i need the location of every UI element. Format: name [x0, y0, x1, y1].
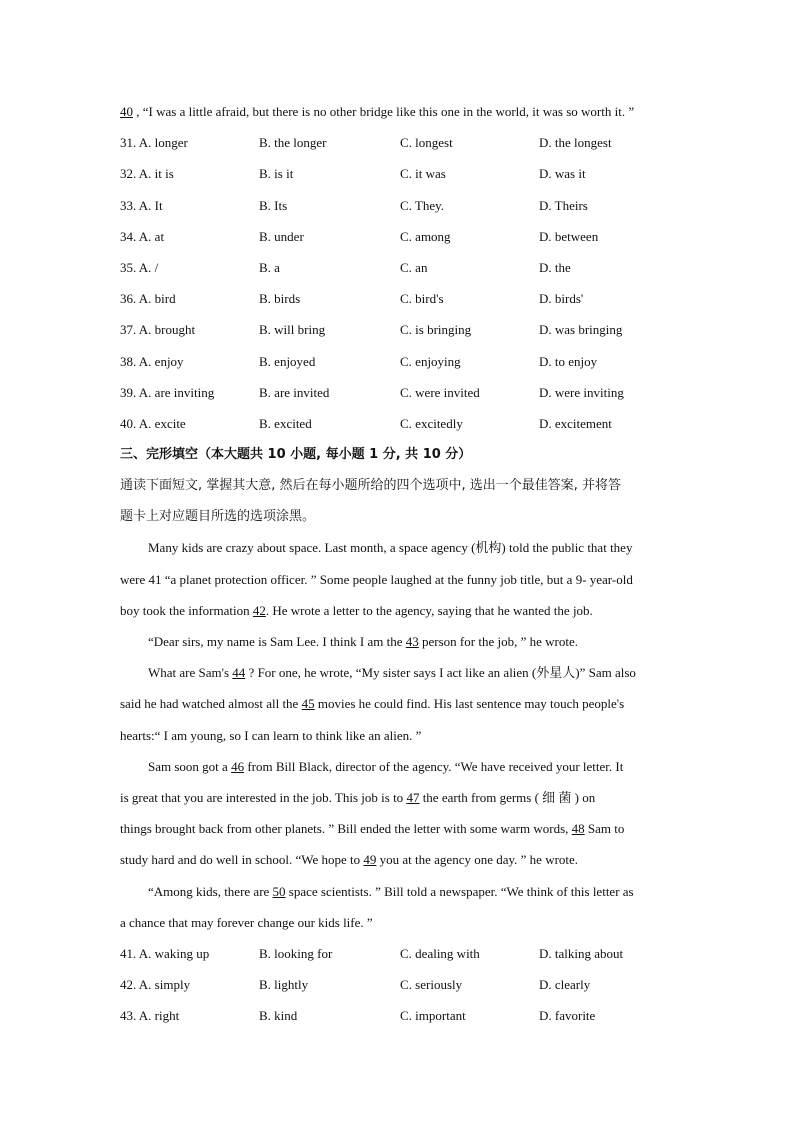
question-row: [120, 1005, 680, 1036]
option-b: B. will bring: [259, 322, 326, 338]
option-a: 35. A. /: [120, 259, 159, 275]
blank-number: 40: [120, 104, 133, 119]
question-row: [120, 132, 680, 163]
option-c: C. is bringing: [400, 322, 472, 338]
option-c: C. longest: [400, 135, 453, 151]
option-b: B. are invited: [259, 384, 330, 400]
intro-text: , “I was a little afraid, but there is no other bridge like this one in the world, it was so worth it. ”: [133, 104, 635, 119]
section-heading: 三、完形填空（本大题共 10 小题, 每小题 1 分, 共 10 分）: [120, 447, 472, 463]
option-a: 39. A. are inviting: [120, 384, 215, 400]
option-a: 38. A. enjoy: [120, 353, 184, 369]
option-a: 36. A. bird: [120, 291, 176, 307]
blank-number: 47: [406, 789, 420, 805]
option-c: C. bird's: [400, 291, 444, 307]
passage-line: said he had watched almost all the 45 movies he could find. His last sentence may touch people's: [120, 696, 625, 712]
option-b: B. the longer: [259, 135, 327, 151]
passage-line: hearts:“ I am young, so I can learn to think like an alien. ”: [120, 727, 422, 743]
question-row: [120, 163, 680, 194]
option-d: D. the: [539, 259, 571, 275]
option-c: C. important: [400, 1008, 466, 1024]
question-row: [120, 974, 680, 1005]
question-row: [120, 319, 680, 350]
option-a: 42. A. simply: [120, 977, 191, 993]
option-a: 34. A. at: [120, 228, 165, 244]
option-a: 43. A. right: [120, 1008, 180, 1024]
question-row: [120, 382, 680, 413]
option-c: C. an: [400, 259, 428, 275]
passage-line: “Dear sirs, my name is Sam Lee. I think I am the 43 person for the job, ” he wrote.: [148, 634, 578, 649]
option-b: B. Its: [259, 197, 288, 213]
option-d: D. was it: [539, 166, 586, 182]
option-d: D. the longest: [539, 135, 612, 151]
option-c: C. dealing with: [400, 945, 480, 961]
blank-number: 50: [272, 883, 286, 899]
option-b: B. looking for: [259, 945, 333, 961]
passage: [120, 537, 680, 942]
option-d: D. birds': [539, 291, 584, 307]
passage-line: is great that you are interested in the job. This job is to 47 the earth from germs ( 细 菌 ) on: [120, 789, 596, 805]
option-a: 31. A. longer: [120, 135, 188, 151]
blank-number: 48: [571, 821, 585, 837]
option-b: B. lightly: [259, 977, 309, 993]
passage-line: study hard and do well in school. “We hope to 49 you at the agency one day. ” he wrote.: [120, 852, 579, 868]
question-row: [120, 288, 680, 319]
intro-line: [120, 101, 680, 132]
question-row: [120, 413, 680, 444]
option-b: B. excited: [259, 415, 312, 431]
option-a: 37. A. brought: [120, 322, 196, 338]
option-c: C. enjoying: [400, 353, 461, 369]
option-b: B. a: [259, 259, 280, 275]
option-b: B. enjoyed: [259, 353, 316, 369]
option-d: D. was bringing: [539, 322, 623, 338]
option-a: 33. A. It: [120, 197, 163, 213]
question-row: [120, 226, 680, 257]
question-row: [120, 351, 680, 382]
option-d: D. excitement: [539, 415, 612, 431]
question-list-b: [120, 943, 680, 1037]
option-c: C. They.: [400, 197, 445, 213]
question-row: [120, 257, 680, 288]
option-d: D. favorite: [539, 1008, 596, 1024]
passage-line: “Among kids, there are 50 space scientists. ” Bill told a newspaper. “We think of this letter as: [148, 883, 634, 899]
option-c: C. were invited: [400, 384, 480, 400]
blank-number: 44: [232, 665, 246, 681]
option-d: D. Theirs: [539, 197, 588, 213]
passage-line: things brought back from other planets. ” Bill ended the letter with some warm words, 48 Sam to: [120, 821, 625, 837]
option-c: C. excitedly: [400, 415, 463, 431]
question-list-a: [120, 132, 680, 444]
option-d: D. were inviting: [539, 384, 624, 400]
option-a: 32. A. it is: [120, 166, 174, 182]
instructions-line: 题卡上对应题目所选的选项涂黑。: [120, 509, 316, 525]
question-row: [120, 195, 680, 226]
blank-number: 43: [405, 634, 419, 649]
option-c: C. seriously: [400, 977, 463, 993]
exam-page: [120, 101, 680, 1036]
option-b: B. kind: [259, 1008, 298, 1024]
passage-line: a chance that may forever change our kids life. ”: [120, 914, 373, 930]
option-c: C. it was: [400, 166, 446, 182]
blank-number: 46: [231, 758, 245, 774]
passage-line: What are Sam's 44 ? For one, he wrote, “My sister says I act like an alien (外星人)” Sam also: [148, 665, 636, 681]
passage-line: boy took the information 42. He wrote a letter to the agency, saying that he wanted the job.: [120, 602, 593, 618]
option-b: B. under: [259, 228, 304, 244]
option-a: 41. A. waking up: [120, 945, 210, 961]
option-c: C. among: [400, 228, 451, 244]
blank-number: 45: [301, 696, 315, 712]
passage-line: Many kids are crazy about space. Last month, a space agency (机构) told the public that they: [148, 540, 633, 556]
blank-number: 49: [363, 852, 377, 868]
option-d: D. to enjoy: [539, 353, 598, 369]
option-b: B. is it: [259, 166, 294, 182]
option-a: 40. A. excite: [120, 415, 186, 431]
option-d: D. talking about: [539, 945, 624, 961]
option-d: D. clearly: [539, 977, 591, 993]
instructions-line: 通读下面短文, 掌握其大意, 然后在每小题所给的四个选项中, 选出一个最佳答案, 并将答: [120, 478, 622, 494]
option-d: D. between: [539, 228, 599, 244]
passage-line: were 41 “a planet protection officer. ” Some people laughed at the funny job title, but a 9- year-old: [120, 571, 633, 587]
question-row: [120, 943, 680, 974]
option-b: B. birds: [259, 291, 301, 307]
passage-line: Sam soon got a 46 from Bill Black, director of the agency. “We have received your letter. It: [148, 758, 624, 774]
blank-number: 42: [252, 602, 266, 618]
